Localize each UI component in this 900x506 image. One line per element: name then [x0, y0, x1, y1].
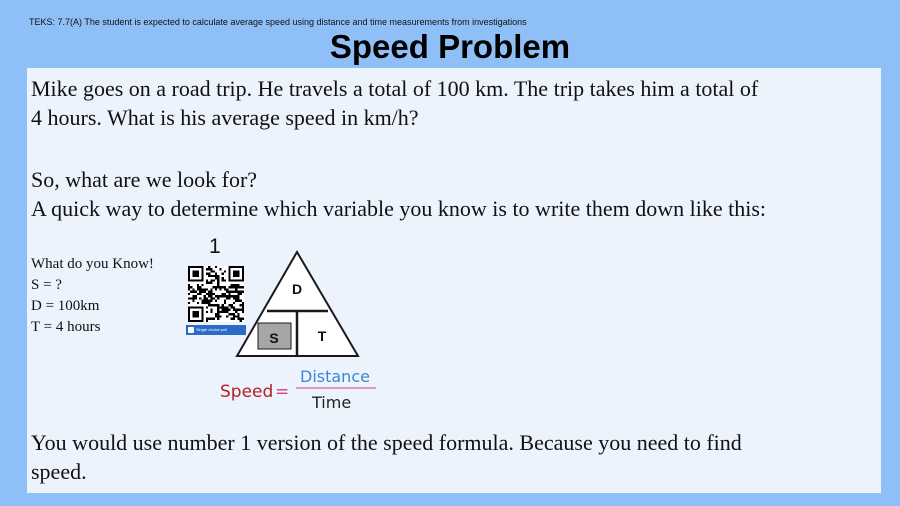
qr-number-label: 1: [209, 235, 221, 258]
question-line-2: A quick way to determine which variable you know is to write them down like this:: [31, 196, 767, 221]
conclusion-line-1: You would use number 1 version of the speed formula. Because you need to find: [31, 430, 742, 455]
known-speed: S = ?: [31, 277, 62, 293]
known-time: T = 4 hours: [31, 319, 101, 335]
known-heading: What do you Know!: [31, 256, 154, 272]
page-title: Speed Problem: [329, 28, 571, 65]
problem-statement: [31, 74, 886, 132]
conclusion-line-2: speed.: [31, 459, 87, 484]
question-line-1: So, what are we look for?: [31, 167, 258, 192]
triangle-time-label: T: [317, 328, 327, 344]
conclusion-text: [31, 428, 886, 486]
problem-line-2: 4 hours. What is his average speed in km/h?: [31, 105, 419, 130]
formula-numerator: Distance: [300, 367, 370, 386]
known-variables-list: [31, 254, 154, 338]
formula-speed-label: Speed: [220, 382, 274, 402]
checkbox-icon: [188, 327, 194, 333]
problem-line-1: Mike goes on a road trip. He travels a total of 100 km. The trip takes him a total of: [31, 76, 759, 101]
question-text: [31, 165, 886, 223]
triangle-speed-label: S: [269, 330, 279, 346]
known-distance: D = 100km: [31, 298, 100, 314]
teks-standard-text: TEKS: 7.7(A) The student is expected to calculate average speed using distance and time measurements from investigations: [29, 17, 527, 27]
formula-equals-sign: =: [275, 382, 290, 402]
triangle-distance-label: D: [291, 281, 303, 297]
speed-triangle-diagram: [235, 250, 360, 358]
speed-formula: [218, 364, 388, 414]
poll-tag-label: Single choice poll: [196, 327, 228, 332]
formula-denominator: Time: [312, 393, 352, 412]
